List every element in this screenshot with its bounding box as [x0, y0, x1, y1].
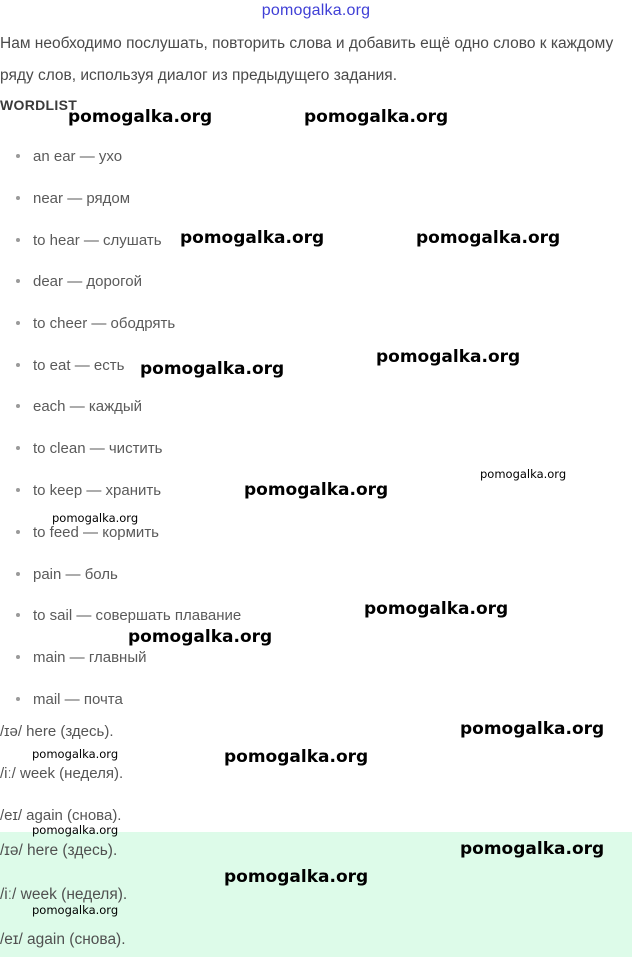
- watermark: pomogalka.org: [68, 107, 213, 127]
- watermark: pomogalka.org: [460, 839, 605, 859]
- watermark: pomogalka.org: [304, 107, 449, 127]
- bullet-icon: [16, 655, 20, 659]
- watermark: pomogalka.org: [364, 599, 509, 619]
- answer-line: /iː/ week (неделя).: [0, 886, 128, 903]
- watermark: pomogalka.org: [180, 228, 325, 248]
- list-item-text: dear — дорогой: [33, 273, 142, 290]
- watermark: pomogalka.org: [32, 747, 119, 761]
- bullet-icon: [16, 404, 20, 408]
- list-item-text: near — рядом: [33, 190, 131, 207]
- watermark: pomogalka.org: [376, 347, 521, 367]
- watermark: pomogalka.org: [140, 359, 285, 379]
- bullet-icon: [16, 446, 20, 450]
- list-item-text: to eat — есть: [33, 357, 125, 374]
- list-item-text: pain — боль: [33, 566, 118, 583]
- top-watermark: pomogalka.org: [261, 2, 371, 19]
- list-item-text: to keep — хранить: [33, 482, 162, 499]
- bullet-icon: [16, 530, 20, 534]
- watermark: pomogalka.org: [244, 480, 389, 500]
- bullet-icon: [16, 363, 20, 367]
- intro-paragraph: Нам необходимо послушать, повторить слова и добавить ещё одно слово к каждому ряду слов, используя диалог из предыдущего задания.: [0, 35, 614, 84]
- bullet-icon: [16, 613, 20, 617]
- list-item-text: to hear — слушать: [33, 232, 162, 249]
- bullet-icon: [16, 196, 20, 200]
- list-item-text: to sail — совершать плавание: [33, 607, 242, 624]
- bullet-icon: [16, 488, 20, 492]
- list-item-text: mail — почта: [33, 691, 123, 708]
- bullet-icon: [16, 154, 20, 158]
- answer-line: /eɪ/ again (снова).: [0, 931, 126, 948]
- list-item-text: to feed — кормить: [33, 524, 159, 541]
- list-item-text: to cheer — ободрять: [33, 315, 176, 332]
- sound-line: /ɪə/ here (здесь).: [0, 723, 114, 740]
- watermark: pomogalka.org: [32, 903, 119, 917]
- bullet-icon: [16, 572, 20, 576]
- bullet-icon: [16, 697, 20, 701]
- bullet-icon: [16, 238, 20, 242]
- bullet-icon: [16, 279, 20, 283]
- watermark: pomogalka.org: [224, 867, 369, 887]
- list-item-text: main — главный: [33, 649, 147, 666]
- sound-line: /iː/ week (неделя).: [0, 765, 124, 782]
- sound-line: /eɪ/ again (снова).: [0, 807, 122, 824]
- wordlist-heading: WORDLIST: [0, 97, 78, 113]
- list-item-text: each — каждый: [33, 398, 143, 415]
- bullet-icon: [16, 321, 20, 325]
- watermark: pomogalka.org: [128, 627, 273, 647]
- watermark: pomogalka.org: [460, 719, 605, 739]
- list-item-text: an ear — ухо: [33, 148, 123, 165]
- watermark: pomogalka.org: [416, 228, 561, 248]
- watermark: pomogalka.org: [52, 511, 139, 525]
- watermark: pomogalka.org: [224, 747, 369, 767]
- watermark: pomogalka.org: [480, 467, 567, 481]
- list-item-text: to clean — чистить: [33, 440, 163, 457]
- answer-line: /ɪə/ here (здесь).: [0, 842, 118, 859]
- watermark: pomogalka.org: [32, 823, 119, 837]
